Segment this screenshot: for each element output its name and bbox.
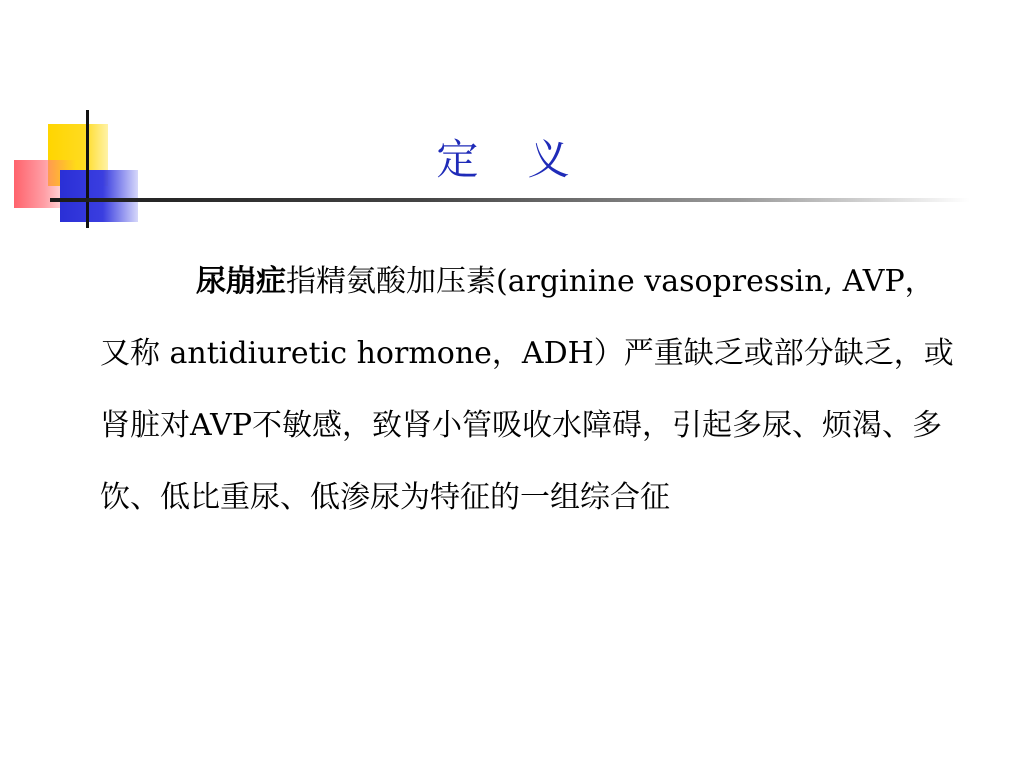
title-underline: [50, 198, 970, 202]
slide-decoration: [0, 0, 140, 240]
slide-title: 定 义: [436, 135, 588, 184]
definition-paragraph: [100, 246, 960, 534]
defined-term: 尿崩症: [196, 264, 286, 299]
definition-text: 指精氨酸加压素(arginine vasopressin, AVP，又称 antidiuretic hormone，ADH）严重缺乏或部分缺乏，或肾脏对AVP不敏感，致肾小管吸收水障碍，引起多尿、烦渴、多饮、低比重尿、低渗尿为特征的一组综合征: [100, 264, 954, 515]
